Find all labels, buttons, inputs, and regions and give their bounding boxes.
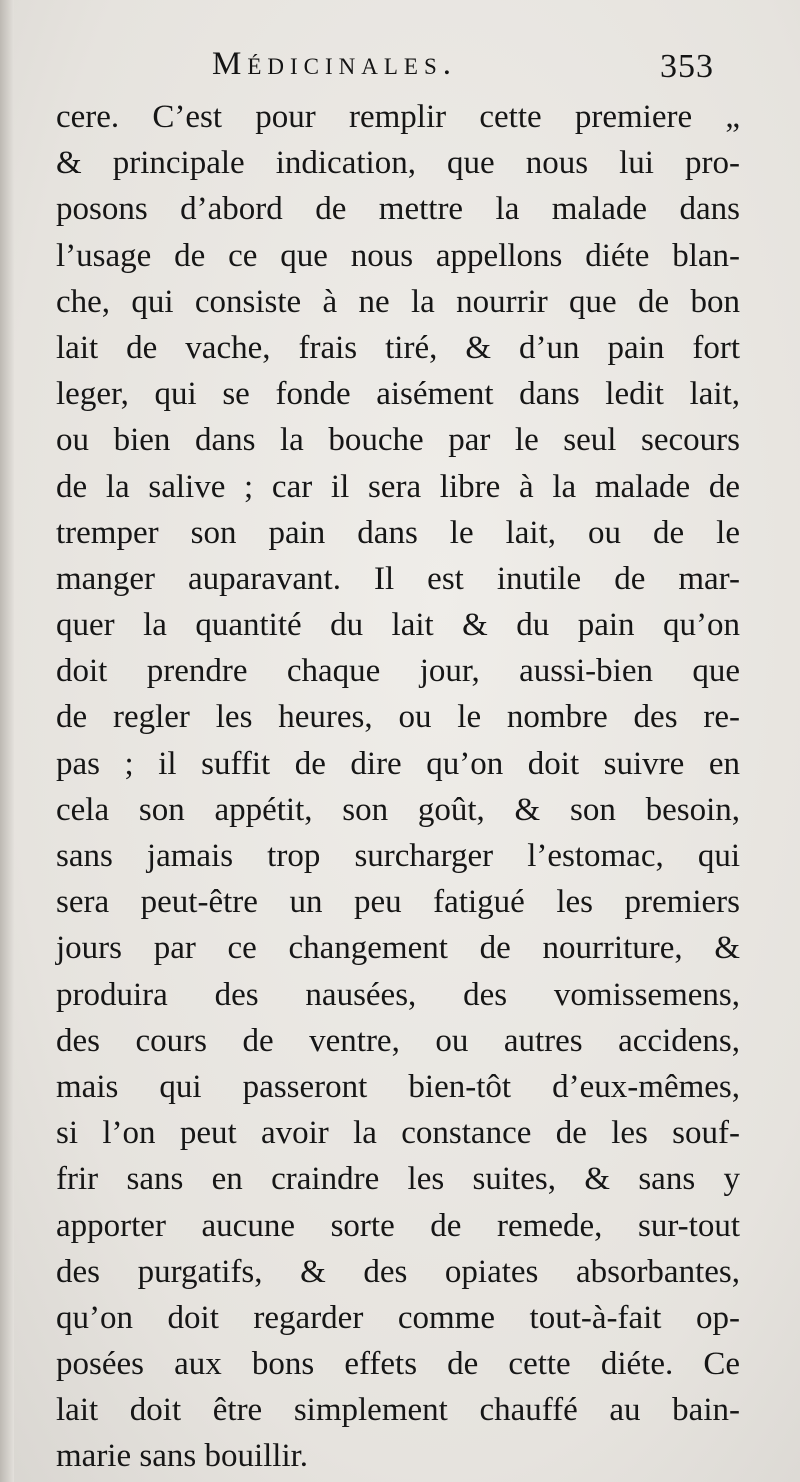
text-line: de la salive ; car il sera libre à la malade de bbox=[56, 468, 740, 505]
running-title: Médicinales. bbox=[212, 46, 458, 82]
running-header bbox=[0, 46, 800, 96]
text-line: posons d’abord de mettre la malade dans bbox=[56, 191, 740, 228]
text-line: cere. C’est pour remplir cette premiere „ bbox=[56, 99, 740, 135]
text-line: posées aux bons effets de cette diéte. Ce bbox=[56, 1346, 740, 1383]
text-line: ou bien dans la bouche par le seul secours bbox=[56, 422, 740, 459]
text-line: de regler les heures, ou le nombre des re- bbox=[56, 699, 740, 736]
text-line: cela son appétit, son goût, & son besoin, bbox=[56, 791, 740, 828]
body-text bbox=[56, 94, 740, 1480]
text-line: apporter aucune sorte de remede, sur-tout bbox=[56, 1207, 740, 1244]
page-number: 353 bbox=[660, 48, 714, 85]
text-line: lait de vache, frais tiré, & d’un pain fort bbox=[56, 329, 740, 366]
text-line: si l’on peut avoir la constance de les souf- bbox=[56, 1115, 740, 1152]
text-line: che, qui consiste à ne la nourrir que de bon bbox=[56, 283, 740, 320]
page-gutter-shadow bbox=[0, 0, 14, 1482]
text-line: frir sans en craindre les suites, & sans y bbox=[56, 1161, 740, 1198]
text-line: lait doit être simplement chauffé au bain- bbox=[56, 1392, 740, 1429]
text-line: leger, qui se fonde aisément dans ledit lait, bbox=[56, 376, 740, 413]
text-line: doit prendre chaque jour, aussi-bien que bbox=[56, 653, 740, 690]
text-line: produira des nausées, des vomissemens, bbox=[56, 976, 740, 1013]
text-line: jours par ce changement de nourriture, & bbox=[56, 930, 740, 967]
text-line: sans jamais trop surcharger l’estomac, qui bbox=[56, 838, 740, 874]
text-line: l’usage de ce que nous appellons diéte blan- bbox=[56, 237, 740, 274]
text-line: quer la quantité du lait & du pain qu’on bbox=[56, 607, 740, 644]
text-line: marie sans bouillir. bbox=[56, 1438, 309, 1475]
text-line: sera peut-être un peu fatigué les premiers bbox=[56, 884, 740, 921]
text-line: & principale indication, que nous lui pro- bbox=[56, 145, 740, 182]
text-line: tremper son pain dans le lait, ou de le bbox=[56, 514, 740, 551]
text-line: mais qui passeront bien-tôt d’eux-mêmes, bbox=[56, 1068, 740, 1105]
text-line: des purgatifs, & des opiates absorbantes, bbox=[56, 1253, 740, 1290]
text-line: qu’on doit regarder comme tout-à-fait op- bbox=[56, 1299, 740, 1336]
text-line: manger auparavant. Il est inutile de mar- bbox=[56, 560, 740, 597]
text-line: pas ; il suffit de dire qu’on doit suivre en bbox=[56, 745, 740, 782]
text-line: des cours de ventre, ou autres accidens, bbox=[56, 1022, 740, 1059]
